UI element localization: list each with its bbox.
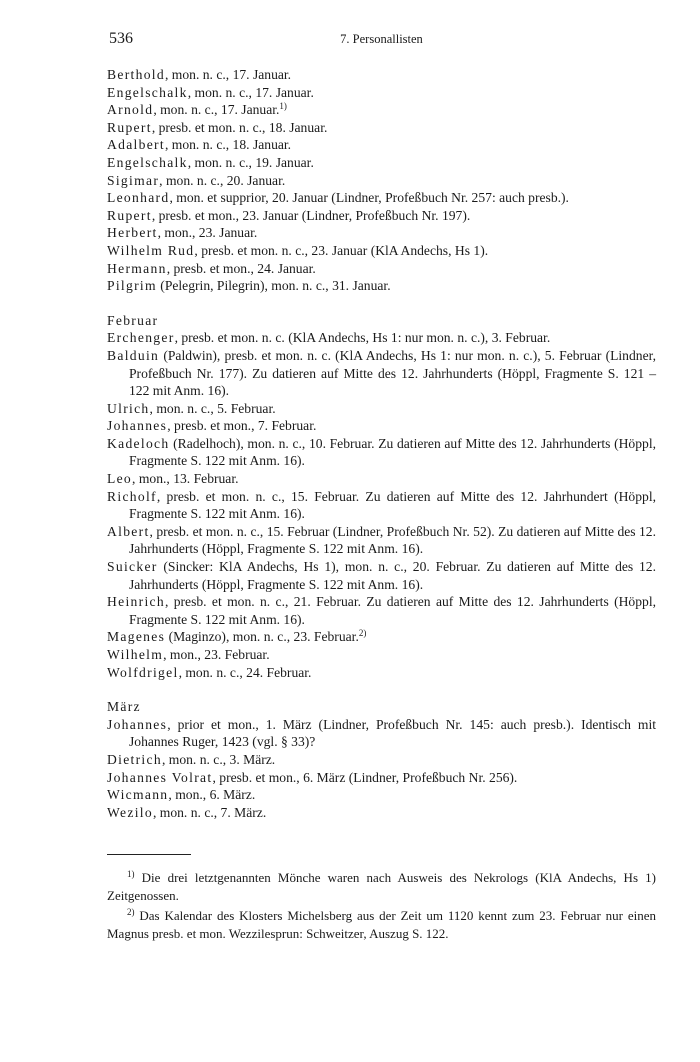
list-entry (107, 593, 656, 628)
list-entry (107, 136, 656, 154)
entry-text: (Radelhoch), mon. n. c., 10. Februar. Zu datieren auf Mitte des 12. Jahrhunderts (Höppl, Fragmente S. 122 mit Anm. 16). (129, 435, 656, 469)
entry-text: , mon. et supprior, 20. Januar (Lindner, Profeßbuch Nr. 257: auch presb.). (169, 190, 569, 206)
entry-name: Wezilo (107, 804, 153, 820)
entry-text: , presb. et mon., 24. Januar. (166, 260, 316, 276)
entry-name: Engelschalk (107, 84, 188, 100)
list-entry (107, 260, 656, 278)
entry-name: Wilhelm Rud (107, 242, 195, 258)
entry-name: Berthold (107, 67, 165, 82)
entry-name: Kadeloch (107, 435, 170, 451)
entry-text: , mon. n. c., 3. März. (161, 751, 276, 767)
entry-name: Richolf (107, 488, 157, 504)
list-entry (107, 435, 656, 470)
list-entry (107, 417, 656, 435)
footnote-text: Die drei letztgenannten Mönche waren nach Ausweis des Nekrologs (KlA Andechs, Hs 1) Zeitgenossen. (107, 870, 656, 903)
entry-name: Wicmann (107, 787, 169, 803)
page-number: 536 (109, 30, 133, 47)
list-entry (107, 664, 656, 682)
entry-name: Leonhard (107, 190, 170, 206)
list-entry (107, 119, 656, 137)
entry-name: Pilgrim (107, 278, 157, 294)
entry-text: (Maginzo), mon. n. c., 23. Februar. (165, 629, 359, 645)
list-entry (107, 523, 656, 558)
list-entry (107, 66, 656, 84)
entry-name: Johannes (107, 418, 168, 434)
entry-name: Wolfdrigel (107, 664, 179, 680)
section-maerz (107, 698, 656, 821)
entry-text: , mon. n. c., 17. Januar. (164, 67, 292, 82)
list-entry (107, 101, 656, 119)
list-entry (107, 470, 656, 488)
personnel-list (107, 66, 656, 821)
list-entry (107, 804, 656, 822)
footnote (107, 866, 656, 904)
entry-name: Rupert (107, 207, 152, 223)
list-entry (107, 786, 656, 804)
footnote-marker: 1) (127, 869, 135, 879)
list-entry (107, 716, 656, 751)
footnote-reference[interactable]: 1) (279, 101, 287, 112)
list-entry (107, 488, 656, 523)
entry-text: , mon. n. c., 17. Januar. (187, 84, 314, 100)
list-entry (107, 242, 656, 260)
entry-text: (Pelegrin, Pilegrin), mon. n. c., 31. Januar. (156, 278, 391, 294)
footnotes (107, 866, 656, 942)
entry-text: , presb. et mon. n. c., 21. Februar. Zu datieren auf Mitte des 12. Jahrhunderts (Höppl, Fragmente S. 122 mit Anm. 16). (129, 594, 656, 627)
entry-text: , presb. et mon., 23. Januar (Lindner, Profeßbuch Nr. 197). (151, 207, 471, 223)
entry-name: Ulrich (107, 400, 150, 416)
entry-name: Leo (107, 471, 133, 487)
entry-text: , presb. et mon. n. c., 23. Januar (KlA Andechs, Hs 1). (194, 242, 489, 258)
entry-text: , mon., 23. Januar. (157, 225, 258, 241)
entry-name: Magenes (107, 629, 166, 645)
list-entry (107, 207, 656, 225)
footnote-reference[interactable]: 2) (358, 628, 367, 639)
list-entry (107, 154, 656, 172)
entry-name: Herbert (107, 225, 158, 241)
entry-name: Johannes Volrat (107, 769, 213, 785)
list-entry (107, 400, 656, 418)
entry-text: , mon. n. c., 5. Februar. (149, 400, 276, 416)
entry-text: , prior et mon., 1. März (Lindner, Profeßbuch Nr. 145: auch presb.). Identisch mit Johannes Ruger, 1423 (vgl. § 33)? (129, 716, 656, 750)
list-entry (107, 751, 656, 769)
entry-name: Johannes (107, 716, 168, 732)
section-februar (107, 312, 656, 681)
entry-name: Wilhelm (107, 647, 164, 662)
entry-name: Sigimar (107, 172, 160, 188)
list-entry (107, 84, 656, 102)
entry-name: Heinrich (107, 594, 165, 610)
entry-name: Engelschalk (107, 154, 188, 170)
entry-text: (Paldwin), presb. et mon. n. c. (KlA Andechs, Hs 1: nur mon. n. c.), 5. Februar (Lindner, Profeßbuch Nr. 177). Zu datieren auf Mitte des 12. Jahrhunderts (Höppl, Fragmente S. 121 – 122 mit Anm. 16). (129, 347, 656, 399)
entry-text: , mon., 13. Februar. (132, 471, 239, 487)
footnote-text: Das Kalendar des Klosters Michelsberg aus der Zeit um 1120 kennt zum 23. Februar nur einen Magnus presb. et mon. Wezzilesprun: Schweitzer, Auszug S. 122. (107, 908, 656, 941)
entry-text: , presb. et mon. n. c., 15. Februar. Zu datieren auf Mitte des 12. Jahrhundert (Höppl, Fragmente S. 122 mit Anm. 16). (129, 488, 656, 522)
entry-text: , mon. n. c., 7. März. (152, 804, 267, 820)
entry-text: , presb. et mon., 6. März (Lindner, Profeßbuch Nr. 256). (212, 769, 518, 785)
list-entry (107, 189, 656, 207)
footnote-marker: 2) (127, 907, 135, 917)
entry-text: , presb. et mon. n. c. (KlA Andechs, Hs 1: nur mon. n. c.), 3. Februar. (174, 330, 551, 346)
footnote-rule (107, 854, 191, 855)
entry-text: , mon. n. c., 17. Januar. (153, 102, 280, 118)
entry-name: Rupert (107, 119, 152, 135)
entry-text: , mon., 23. Februar. (163, 647, 270, 662)
list-entry (107, 646, 656, 664)
list-entry (107, 347, 656, 400)
entry-name: Suicker (107, 559, 158, 575)
entry-name: Dietrich (107, 751, 162, 767)
list-entry (107, 329, 656, 347)
list-entry (107, 558, 656, 593)
entry-text: (Sincker: KlA Andechs, Hs 1), mon. n. c., 20. Februar. Zu datieren auf Mitte des 12. Jahrhunderts (Höppl, Fragmente S. 122 mit Anm. 16). (129, 559, 656, 592)
entry-name: Hermann (107, 260, 167, 276)
entry-text: , mon., 6. März. (168, 787, 256, 803)
entry-name: Arnold (107, 102, 154, 118)
section-heading: März (107, 699, 141, 715)
list-entry (107, 224, 656, 242)
list-entry (107, 277, 656, 295)
entry-name: Adalbert (107, 137, 165, 153)
entry-text: , presb. et mon. n. c., 18. Januar. (151, 119, 328, 135)
entry-text: , mon. n. c., 18. Januar. (164, 137, 292, 153)
list-entry (107, 172, 656, 190)
entry-text: , mon. n. c., 19. Januar. (187, 154, 314, 170)
entry-name: Erchenger (107, 330, 175, 346)
entry-name: Albert (107, 523, 150, 539)
section-januar (107, 66, 656, 295)
section-heading: Februar (107, 312, 159, 328)
list-entry (107, 628, 656, 646)
entry-name: Balduin (107, 347, 160, 363)
page-header (109, 30, 654, 50)
running-head: 7. Personallisten (340, 32, 423, 46)
entry-text: , presb. et mon., 7. Februar. (167, 418, 317, 434)
entry-text: , mon. n. c., 20. Januar. (159, 172, 286, 188)
entry-text: , mon. n. c., 24. Februar. (178, 664, 312, 680)
footnote (107, 904, 656, 942)
list-entry (107, 769, 656, 787)
entry-text: , presb. et mon. n. c., 15. Februar (Lindner, Profeßbuch Nr. 52). Zu datieren auf Mitte des 12. Jahrhunderts (Höppl, Fragmente S. 122 mit Anm. 16). (129, 523, 656, 557)
